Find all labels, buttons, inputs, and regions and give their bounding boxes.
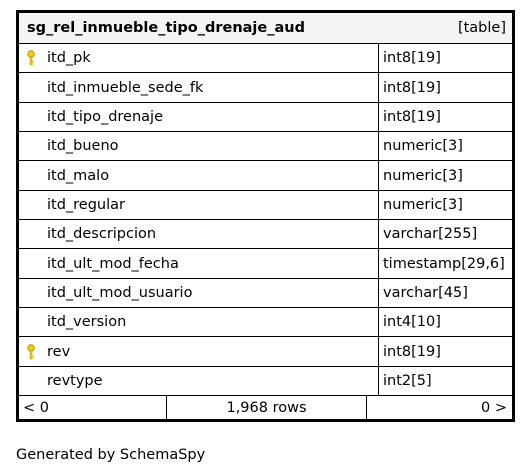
column-type: varchar[255]: [383, 226, 478, 243]
table-name: sg_rel_inmueble_tipo_drenaje_aud: [27, 20, 305, 36]
column-type: int8[19]: [383, 79, 441, 96]
column-name-cell: [19, 367, 379, 395]
column-type: int8[19]: [383, 50, 441, 67]
table-header: [19, 13, 512, 44]
column-name-cell: [19, 161, 379, 189]
column-name: itd_inmueble_sede_fk: [47, 79, 204, 96]
column-type: int2[5]: [383, 372, 432, 389]
column-list: [19, 44, 512, 396]
column-name: itd_tipo_drenaje: [47, 108, 163, 125]
column-row[interactable]: [19, 220, 512, 249]
column-row[interactable]: [19, 249, 512, 278]
column-type: numeric[3]: [383, 138, 463, 155]
column-name-cell: [19, 191, 379, 219]
table-kind: [table]: [457, 20, 506, 36]
column-type: varchar[45]: [383, 284, 468, 301]
column-row[interactable]: [19, 279, 512, 308]
column-row[interactable]: [19, 132, 512, 161]
key-icon: [26, 50, 36, 66]
column-name-cell: [19, 44, 379, 72]
table-entity: [16, 10, 515, 422]
column-name-cell: [19, 103, 379, 131]
column-type: int8[19]: [383, 343, 441, 360]
column-name-cell: [19, 132, 379, 160]
column-name: revtype: [47, 372, 103, 389]
column-name-cell: [19, 308, 379, 336]
column-name-cell: [19, 279, 379, 307]
column-row[interactable]: [19, 161, 512, 190]
table-footer: [19, 396, 512, 419]
column-row[interactable]: [19, 44, 512, 73]
parents-count[interactable]: < 0: [19, 396, 167, 419]
column-name-cell: [19, 73, 379, 101]
column-name: itd_descripcion: [47, 226, 157, 243]
column-row[interactable]: [19, 367, 512, 396]
key-slot: [26, 50, 47, 66]
column-name: itd_pk: [47, 50, 91, 67]
column-row[interactable]: [19, 73, 512, 102]
column-type: numeric[3]: [383, 196, 463, 213]
column-type: int4[10]: [383, 314, 441, 331]
column-name: itd_ult_mod_usuario: [47, 284, 193, 301]
column-type: numeric[3]: [383, 167, 463, 184]
column-row[interactable]: [19, 308, 512, 337]
column-row[interactable]: [19, 337, 512, 366]
column-row[interactable]: [19, 103, 512, 132]
column-name: rev: [47, 343, 71, 360]
column-name: itd_regular: [47, 196, 126, 213]
key-icon: [26, 344, 36, 360]
column-type: int8[19]: [383, 108, 441, 125]
column-name-cell: [19, 220, 379, 248]
generated-by-label: Generated by SchemaSpy: [16, 447, 206, 463]
row-count: 1,968 rows: [167, 396, 367, 419]
column-name: itd_bueno: [47, 138, 119, 155]
column-name: itd_malo: [47, 167, 110, 184]
key-slot: [26, 344, 47, 360]
column-name: itd_ult_mod_fecha: [47, 255, 179, 272]
column-name: itd_version: [47, 314, 127, 331]
column-name-cell: [19, 337, 379, 365]
column-name-cell: [19, 249, 379, 277]
children-count[interactable]: 0 >: [481, 399, 507, 416]
column-type: timestamp[29,6]: [383, 255, 505, 272]
column-row[interactable]: [19, 191, 512, 220]
